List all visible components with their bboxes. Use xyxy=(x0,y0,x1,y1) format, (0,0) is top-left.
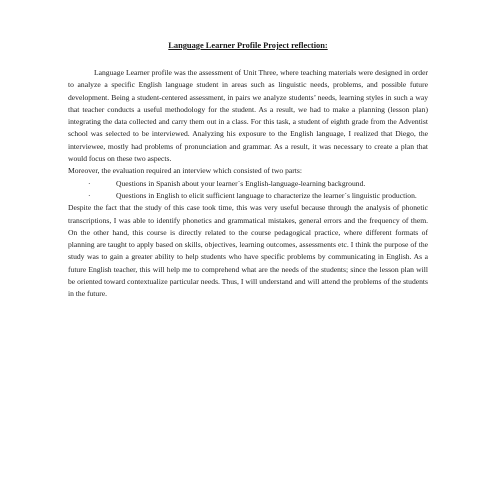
list-item-text: Questions in Spanish about your learner´s English-language-learning background. xyxy=(116,178,366,188)
document-page xyxy=(68,40,428,301)
bullet-icon: · xyxy=(88,190,91,200)
paragraph-reflection: Despite the fact that the study of this case took time, this was very useful because through the analysis of phonetic transcriptions, I was able to identify phonetics and grammatical mistakes, general errors and the frequency of them. On the other hand, this course is directly related to the course pedagogical practice, where different formats of planning are taught to apply based on skills, objectives, learning outcomes, assessments etc. I think the purpose of the study was to gain a greater ability to help students who have specific problems by communicating in English. As a future English teacher, this will help me to comprehend what are the needs of the students; since the lesson plan will be oriented toward contextualize particular needs. Thus, I will understand and will attend the problems of the students in the future. xyxy=(68,203,428,299)
list-item-text: Questions in English to elicit sufficient language to characterize the learner´s linguistic production. xyxy=(116,190,417,200)
list-item xyxy=(68,190,428,202)
paragraph-evaluation: Moreover, the evaluation required an interview which consisted of two parts: xyxy=(68,166,302,176)
interview-parts-list xyxy=(68,178,428,203)
document-title: Language Learner Profile Project reflection: xyxy=(168,41,328,50)
bullet-icon: · xyxy=(88,178,91,188)
list-item xyxy=(68,178,428,190)
paragraph-intro: Language Learner profile was the assessment of Unit Three, where teaching materials were designed in order to analyze a specific English language student in areas such as linguistic needs, problems, and possible future development. Being a student-centered assessment, in pairs we analyze students’ needs, learning styles in such a way that teacher conducts a useful methodology for the student. As a result, we had to make a planning (lesson plan) integrating the data collected and carry them out in a class. For this task, a student of eighth grade from the Adventist school was selected to be interviewed. Analyzing his exposure to the English language, I realized that Diego, the interviewee, mostly had problems of pronunciation and grammar. As a result, it was necessary to create a plan that would focus on these two aspects. xyxy=(68,68,428,164)
